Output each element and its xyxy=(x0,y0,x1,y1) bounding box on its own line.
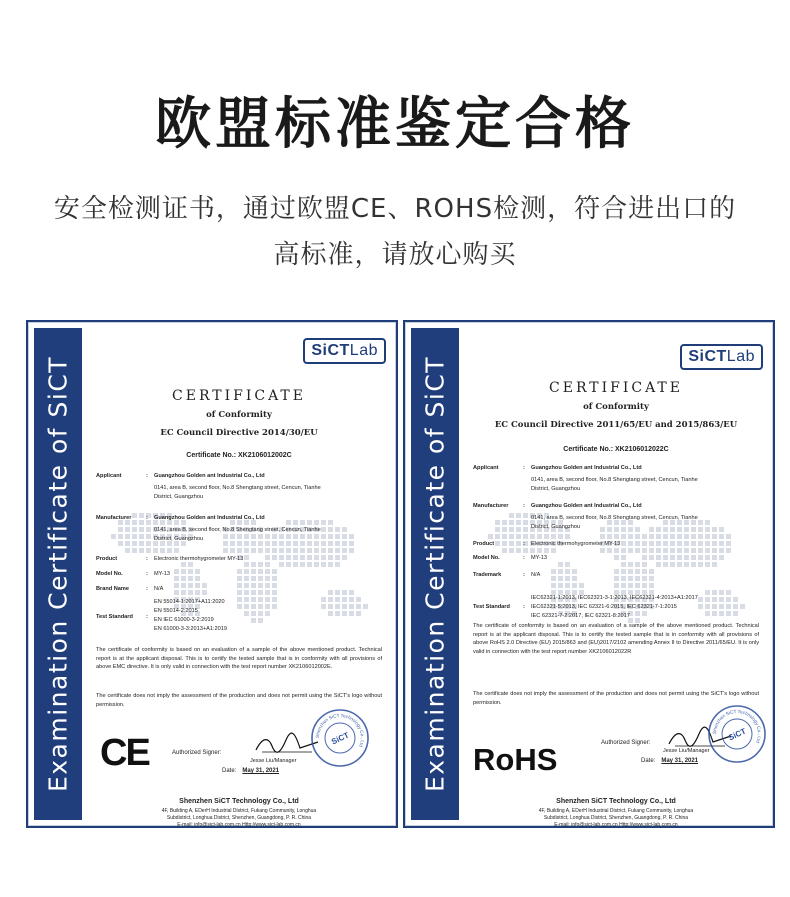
rohs-certificate xyxy=(403,320,775,828)
subtitle-line-2: 高标准，请放心购买 xyxy=(273,240,517,270)
date-label: Date: xyxy=(641,758,656,764)
sign-date xyxy=(641,758,698,764)
logo-bold-text: SiCT xyxy=(311,342,350,359)
manufacturer-name: Guangzhou Golden ant Industrial Co., Ltd xyxy=(531,503,642,509)
side-band-text: Examination Certificate of SiCT xyxy=(420,355,450,793)
applicant-label: Applicant xyxy=(473,465,499,471)
company-seal-stamp xyxy=(707,704,767,764)
footer-address-2: Subdistrict, Longhua District, Shenzhen, Guangdong, P. R. China xyxy=(166,815,312,821)
test-standard-1: EN 55014-1:2017+A11:2020 xyxy=(154,599,225,605)
trademark-value: N/A xyxy=(531,572,541,578)
signer-label: Authorized Signer: xyxy=(601,740,651,746)
brand-label: Brand Name xyxy=(96,586,129,592)
product-value: Electronic thermohygrometer MY-13 xyxy=(154,556,244,562)
test-standard-1: IEC62321-1:2013, IEC62321-3-1:2013, IEC62321-4:2013+A1:2017 xyxy=(531,595,698,601)
disclaimer-statement: The certificate does not imply the assessment of the production and does not permit using the SiCT's logo without permission. xyxy=(473,691,759,706)
applicant-address-2: District, Guangzhou xyxy=(531,486,581,492)
page-subtitle xyxy=(0,186,790,278)
test-standard-2: IEC62321-5:2013, IEC 62321-6:2015, IEC 62321-7-1:2015 xyxy=(531,604,677,610)
conformity-statement: The certificate of conformity is based on an evaluation of a sample of the above mentioned product. Technical report is at the applicant disposal. This is to certify the tested sample that is in conformity with all provisions of above EMC directive. It is only valid in connection with the test report number XK2106012002E. xyxy=(96,647,382,671)
test-standard-label: Test Standard xyxy=(473,604,510,610)
logo-thin-text: Lab xyxy=(349,342,378,359)
certificate-number: Certificate No.: XK2106012022C xyxy=(563,446,669,453)
manufacturer-address-2: District, Guangzhou xyxy=(531,524,581,530)
manufacturer-label: Manufacturer xyxy=(473,503,509,509)
applicant-name: Guangzhou Golden ant Industrial Co., Ltd xyxy=(154,473,265,479)
model-value: MY-13 xyxy=(531,555,547,561)
disclaimer-statement: The certificate does not imply the assessment of the production and does not permit using the SiCT's logo without permission. xyxy=(96,693,382,708)
model-label: Model No. xyxy=(473,555,500,561)
certificate-title: CERTIFICATE xyxy=(172,388,306,404)
subtitle-line-1: 安全检测证书，通过欧盟CE、ROHS检测，符合进出口的 xyxy=(53,194,737,224)
company-seal-stamp xyxy=(310,708,370,768)
certificate-footer xyxy=(92,798,386,829)
manufacturer-label: Manufacturer xyxy=(96,515,132,521)
logo-bold-text: SiCT xyxy=(688,348,727,365)
applicant-label: Applicant xyxy=(96,473,122,479)
seal-ring-text: Shenzhen SiCT Technology Co., Ltd xyxy=(711,708,763,744)
model-label: Model No. xyxy=(96,571,123,577)
date-value: May 31, 2021 xyxy=(661,758,699,764)
footer-company: Shenzhen SiCT Technology Co., Ltd xyxy=(556,798,676,805)
footer-address-2: Subdistrict, Longhua District, Shenzhen, Guangdong, P. R. China xyxy=(543,815,689,821)
footer-contact: E-mail: info@sict-lab.com.cn Http://www.sict-lab.com.cn xyxy=(177,822,301,828)
page-title: 欧盟标准鉴定合格 xyxy=(155,92,635,157)
side-band-text: Examination Certificate of SiCT xyxy=(43,355,73,793)
trademark-label: Trademark xyxy=(473,572,502,578)
side-band xyxy=(411,328,459,820)
side-band xyxy=(34,328,82,820)
footer-address-1: 4F, Building A, EDerH Industrial District, Fukang Community, Longhua xyxy=(161,808,317,814)
certificate-title: CERTIFICATE xyxy=(549,380,683,396)
ce-mark-logo: CE xyxy=(100,732,149,774)
logo-thin-text: Lab xyxy=(726,348,755,365)
certificate-directive: EC Council Directive 2011/65/EU and 2015/863/EU xyxy=(494,420,738,430)
model-value: MY-13 xyxy=(154,571,170,577)
certificate-body: CERTIFICATE of Conformity EC Council Directive 2011/65/EU and 2015/863/EU Certificate No.: XK2106012022C Applicant : Guangzhou Golden ant Industrial Co., Ltd 0141, area B, second floor, No.8 Shengtang street, Cencun, Tianhe District, Guangzhou Manufacturer : Guangzhou Golden ant Industrial Co., Ltd 0141, area B, second floor, No.8 Shengtang street, Cencun, Tianhe District, Guangzhou Product : Electronic thermohygrometer MY-13 Model No. : MY-13 Trademark : N/A Test Standard : IEC62321-1:2013, IEC62321-3-1:2013, IEC62321-4:2013+A1:2017 IEC62321-5:2013, IEC 62321-6:2015, IEC 62321-7-1:2015 IEC 62321-7-2:2017, IEC 62321-8:2017 The certificate of conformity is based on an evaluation of a sample of the above mentioned product. Technical report is at the applicant disposal. This is to certify the tested sample that is in conformity with all provisions of above RoHS 2.0 Directive (EU) 2015/863 and (EU)2017/2102 amending Annex II to Directive 2011/65/EU. It is only valid in connection with the test report number XK2106012022R The certificate does not imply the assessment of the production and does not permit using the SiCT's logo without permission. RoHS Authorized Signer: Jesse Liu/Manager Date: May 31, 2021 Shenzhen SiCT Technology Co., Ltd SiCT Shenzhen SiCT Technology Co., Ltd 4F, Building A, EDerH Industrial District, Fukang Community, Longhua Subdistrict, Longhua District, Shenzhen, Guangdong, P. R. China E-mail: info@sict-lab.com.cn Http://www.sict-lab.com.cn xyxy=(469,322,763,826)
certificate-subtitle: of Conformity xyxy=(206,410,272,420)
test-standard-2: EN 55014-2:2015 xyxy=(154,608,198,614)
signer-label: Authorized Signer: xyxy=(172,750,222,756)
manufacturer-address-2: District, Guangzhou xyxy=(154,536,204,542)
sign-date xyxy=(222,768,279,774)
seal-logo-text: SiCT xyxy=(727,726,748,743)
signer-name: Jesse Liu/Manager xyxy=(250,758,297,764)
seal-ring-text: Shenzhen SiCT Technology Co., Ltd xyxy=(314,712,366,748)
certificate-footer xyxy=(469,798,763,829)
rohs-mark-logo: RoHS xyxy=(473,742,558,777)
certificate-directive: EC Council Directive 2014/30/EU xyxy=(160,428,318,438)
date-value: May 31, 2021 xyxy=(242,768,280,774)
test-standard-3: EN IEC 61000-3-2:2019 xyxy=(154,617,214,623)
footer-address-1: 4F, Building A, EDerH Industrial District, Fukang Community, Longhua xyxy=(538,808,694,814)
manufacturer-name: Guangzhou Golden ant Industrial Co., Ltd xyxy=(154,515,265,521)
brand-value: N/A xyxy=(154,586,164,592)
footer-contact: E-mail: info@sict-lab.com.cn Http://www.sict-lab.com.cn xyxy=(554,822,678,828)
applicant-address-1: 0141, area B, second floor, No.8 Shengtang street, Cencun, Tianhe xyxy=(531,477,698,483)
seal-logo-text: SiCT xyxy=(330,730,351,747)
product-value: Electronic thermohygrometer MY-13 xyxy=(531,541,621,547)
signer-name: Jesse Liu/Manager xyxy=(663,748,710,754)
test-standard-3: IEC 62321-7-2:2017, IEC 62321-8:2017 xyxy=(531,613,630,619)
test-standard-4: EN 61000-3-3:2013+A1:2019 xyxy=(154,626,227,632)
manufacturer-address-1: 0141, area B, second floor, No.8 Shengtang street, Cencun, Tianhe xyxy=(531,515,698,521)
conformity-statement: The certificate of conformity is based on an evaluation of a sample of the above mentioned product. Technical report is at the applicant disposal. This is to certify the tested sample that is in conformity with all provisions of above RoHS 2.0 Directive (EU) 2015/863 and (EU)2017/2102 amending Annex II to Directive 2011/65/EU. It is only valid in connection with the test report number XK2106012022R xyxy=(473,623,759,655)
applicant-address-1: 0141, area B, second floor, No.8 Shengtang street, Cencun, Tianhe xyxy=(154,485,321,491)
footer-company: Shenzhen SiCT Technology Co., Ltd xyxy=(179,798,299,805)
product-label: Product xyxy=(473,541,495,547)
certificate-body: CERTIFICATE of Conformity EC Council Directive 2014/30/EU Certificate No.: XK2106012002C Applicant : Guangzhou Golden ant Industrial Co., Ltd 0141, area B, second floor, No.8 Shengtang street, Cencun, Tianhe District, Guangzhou Manufacturer : Guangzhou Golden ant Industrial Co., Ltd 0141, area B, second floor, No.8 Shengtang street, Cencun, Tianhe District, Guangzhou Product : Electronic thermohygrometer MY-13 Model No. : MY-13 Brand Name : N/A Test Standard : EN 55014-1:2017+A11:2020 EN 55014-2:2015 EN IEC 61000-3-2:2019 EN 61000-3-3:2013+A1:2019 The certificate of conformity is based on an evaluation of a sample of the above mentioned product. Technical report is at the applicant disposal. This is to certify the tested sample that is in conformity with all provisions of above EMC directive. It is only valid in connection with the test report number XK2106012002E. The certificate does not imply the assessment of the production and does not permit using the SiCT's logo without permission. CE Authorized Signer: Jesse Liu/Manager Date: May 31, 2021 Shenzhen SiCT Technology Co., Ltd SiCT Shenzhen SiCT Technology Co., Ltd 4F, Building A, EDerH Industrial District, Fukang Community, Longhua Subdistrict, Longhua District, Shenzhen, Guangdong, P. R. China E-mail: info@sict-lab.com.cn Http://www.sict-lab.com.cn xyxy=(92,322,386,826)
certificate-number: Certificate No.: XK2106012002C xyxy=(186,452,292,459)
certificate-subtitle: of Conformity xyxy=(583,402,649,412)
test-standard-label: Test Standard xyxy=(96,614,133,620)
applicant-address-2: District, Guangzhou xyxy=(154,494,204,500)
applicant-name: Guangzhou Golden ant Industrial Co., Ltd xyxy=(531,465,642,471)
ce-certificate xyxy=(26,320,398,828)
manufacturer-address-1: 0141, area B, second floor, No.8 Shengtang street, Cencun, Tianhe xyxy=(154,527,321,533)
product-label: Product xyxy=(96,556,118,562)
date-label: Date: xyxy=(222,768,237,774)
